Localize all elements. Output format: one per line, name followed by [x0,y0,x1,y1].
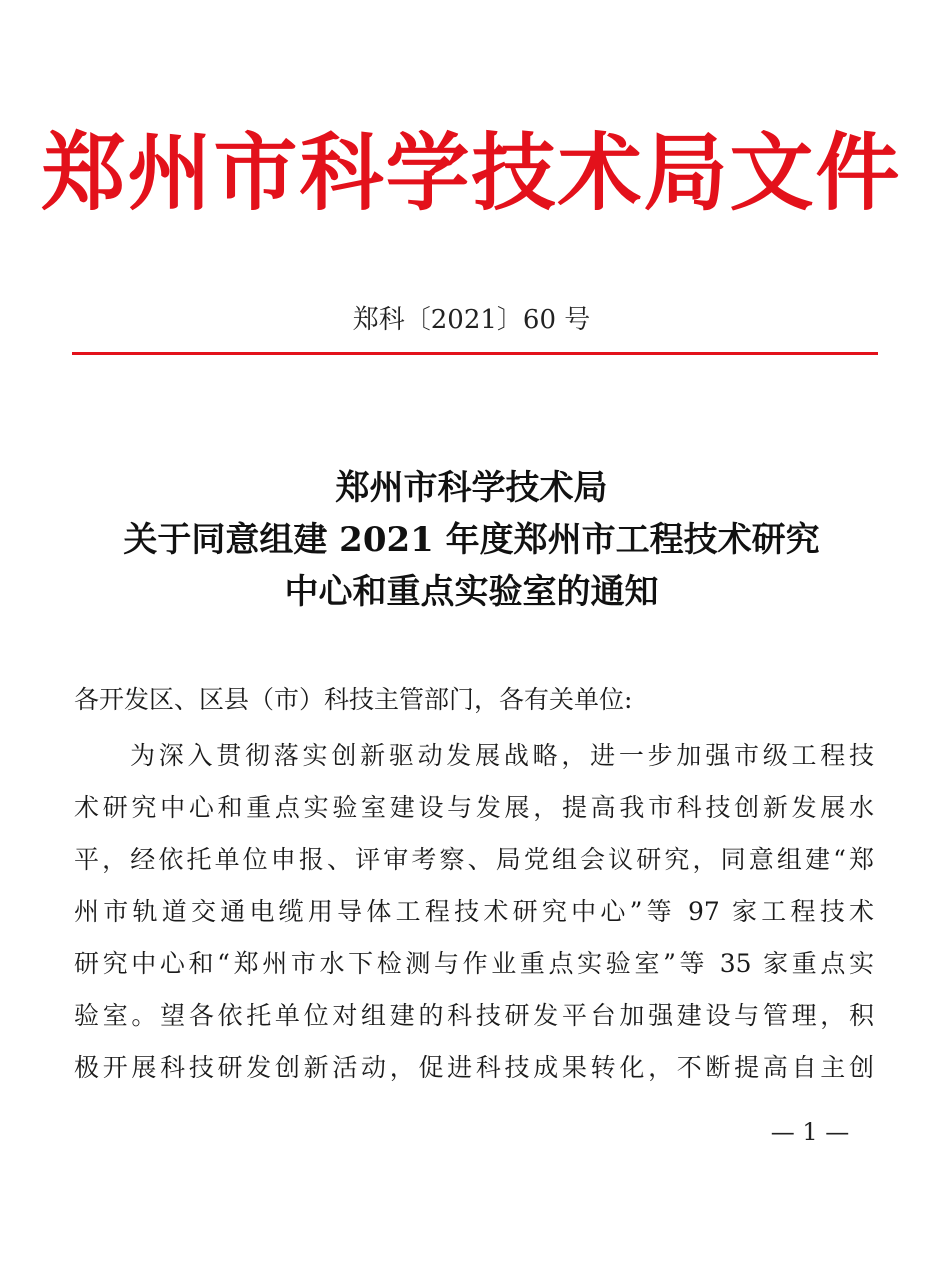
notice-title-line: 中心和重点实验室的通知 [284,572,659,612]
body-paragraph [74,730,874,1094]
body-line: 平，经依托单位申报、评审考察、局党组会议研究，同意组建“郑 [74,845,874,874]
notice-title-line: 关于同意组建 2021 年度郑州市工程技术研究 [123,520,820,560]
page-number: — 1 — [770,1118,850,1146]
body-line: 验室。望各依托单位对组建的科技研发平台加强建设与管理，积 [74,1001,874,1030]
document-number: 郑科〔2021〕60 号 [352,305,591,335]
notice-title-line: 郑州市科学技术局 [335,468,608,508]
body-line: 研究中心和“郑州市水下检测与作业重点实验室”等 35 家重点实 [74,949,874,978]
body-line: 术研究中心和重点实验室建设与发展，提高我市科技创新发展水 [74,793,874,822]
salutation: 各开发区、区县（市）科技主管部门，各有关单位: [74,685,633,714]
red-divider-line [72,352,878,355]
issuer-header-title: 郑州市科学技术局文件 [41,124,902,222]
notice-title [0,462,943,618]
body-line: 为深入贯彻落实创新驱动发展战略，进一步加强市级工程技 [130,741,874,770]
body-line: 极开展科技研发创新活动，促进科技成果转化，不断提高自主创 [74,1053,874,1082]
body-line: 州市轨道交通电缆用导体工程技术研究中心”等 97 家工程技术 [74,897,874,926]
